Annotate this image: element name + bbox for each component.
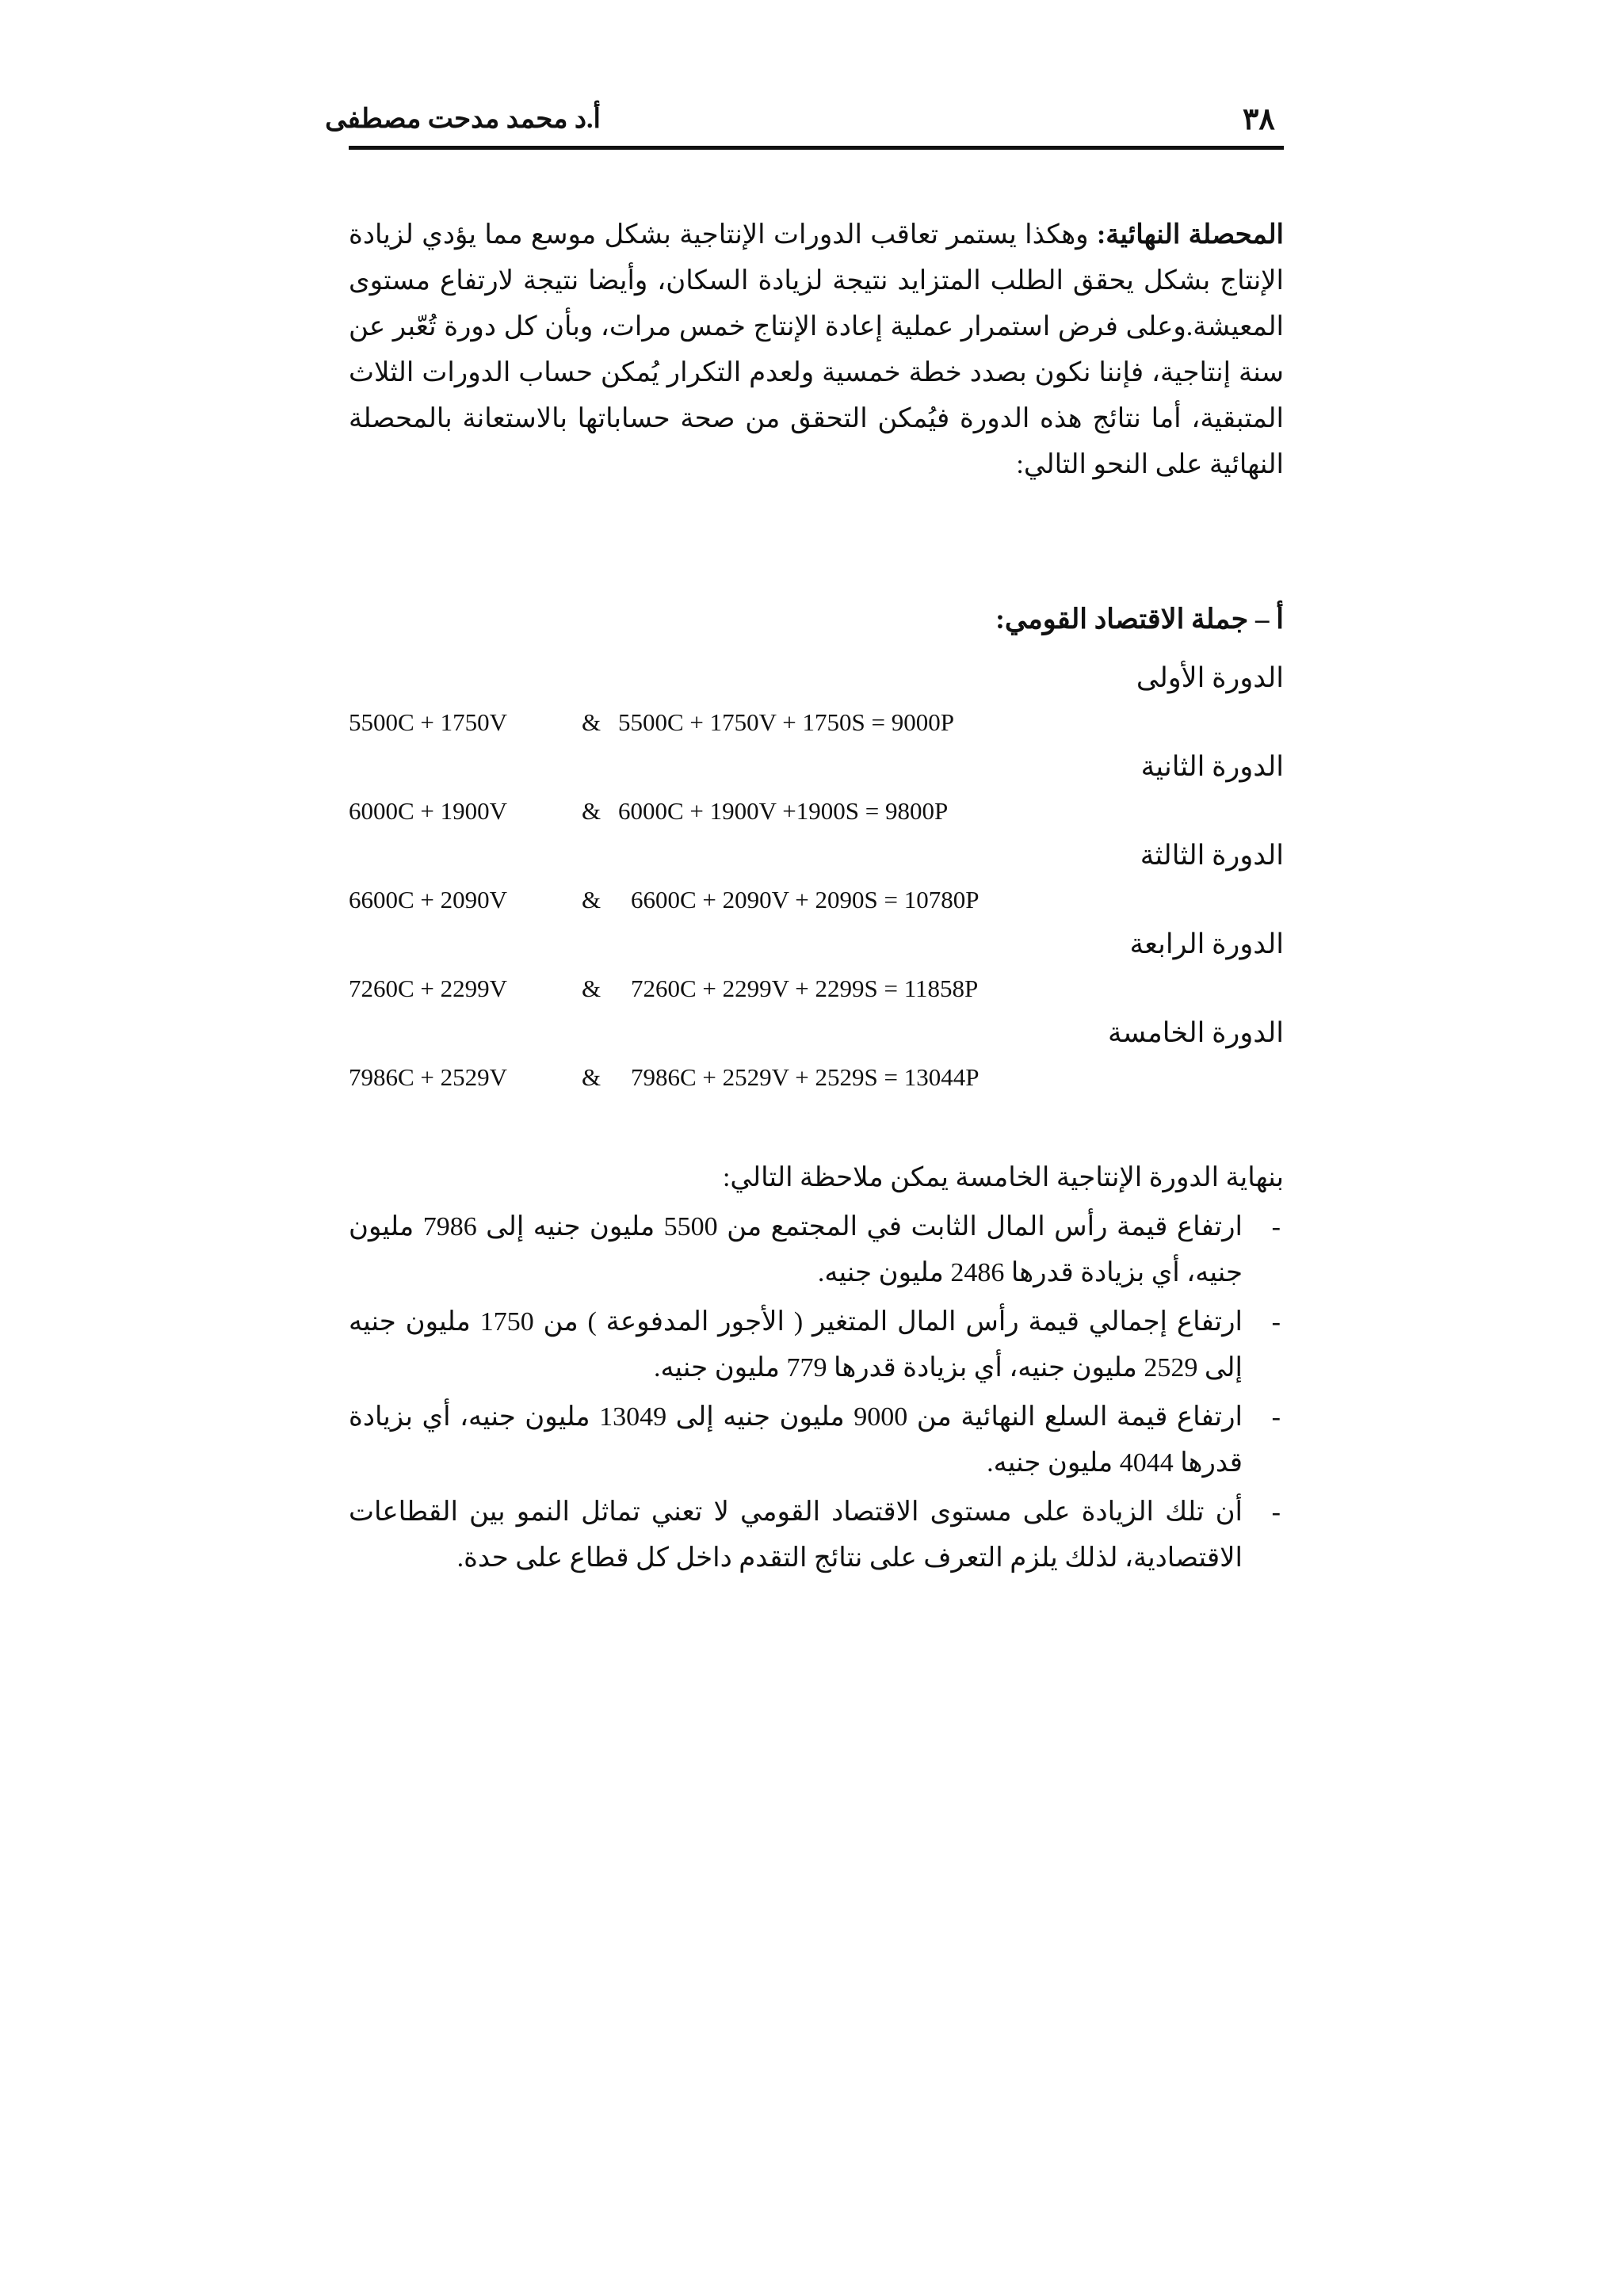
cycle-label: الدورة الأولى [1136,662,1284,693]
header-rule [349,146,1284,150]
dash-marker: - [1271,1402,1281,1432]
ampersand: & [582,1063,601,1091]
cycle-capital-expression: 7260C + 2299V [349,974,508,1002]
list-item-text: ارتفاع إجمالي قيمة رأس المال المتغير ( الأجور المدفوعة ) من 1750 مليون جنيه إلى 2529 مليون جنيه، أي بزيادة قدرها 779 مليون جنيه. [349,1307,1243,1383]
cycle-capital-expression: 6600C + 2090V [349,886,508,913]
intro-paragraph [349,212,1284,488]
cycle-output-equation: 6000C + 1900V +1900S = 9800P [618,797,949,825]
observations-list [349,1204,1284,1585]
list-item [349,1204,1284,1296]
list-item-text: ارتفاع قيمة السلع النهائية من 9000 مليون جنيه إلى 13049 مليون جنيه، أي بزيادة قدرها 4044 مليون جنيه. [349,1402,1243,1478]
cycle-label: الدورة الخامسة [1107,1017,1284,1048]
ampersand: & [582,708,601,736]
observations-heading: بنهاية الدورة الإنتاجية الخامسة يمكن ملاحظة التالي: [722,1163,1284,1192]
list-item-text: ارتفاع قيمة رأس المال الثابت في المجتمع من 5500 مليون جنيه إلى 7986 مليون جنيه، أي بزيادة قدرها 2486 مليون جنيه. [349,1212,1243,1287]
list-item [349,1489,1284,1581]
intro-lead: المحصلة النهائية: [1096,220,1285,250]
dash-marker: - [1271,1307,1281,1337]
cycle-capital-expression: 6000C + 1900V [349,797,508,825]
list-item [349,1299,1284,1391]
dash-marker: - [1271,1212,1281,1241]
cycle-output-equation: 7986C + 2529V + 2529S = 13044P [631,1063,980,1091]
section-title: أ – جملة الاقتصاد القومي: [995,604,1284,635]
cycle-label: الدورة الرابعة [1129,929,1284,959]
cycle-label: الدورة الثالثة [1140,840,1284,871]
ampersand: & [582,886,601,913]
list-item-text: أن تلك الزيادة على مستوى الاقتصاد القومي لا تعني تماثل النمو بين القطاعات الاقتصادية، لذلك يلزم التعرف على نتائج التقدم داخل كل قطاع على حدة. [349,1497,1243,1573]
cycle-capital-expression: 5500C + 1750V [349,708,508,736]
running-header-author: أ.د محمد مدحت مصطفى [325,105,601,134]
page-number: ٣٨ [1243,103,1275,136]
ampersand: & [582,797,601,825]
list-item [349,1394,1284,1486]
cycle-label: الدورة الثانية [1140,751,1284,782]
cycle-output-equation: 7260C + 2299V + 2299S = 11858P [631,974,979,1002]
intro-text: وهكذا يستمر تعاقب الدورات الإنتاجية بشكل موسع مما يؤدي لزيادة الإنتاج بشكل يحقق الطلب المتزايد نتيجة لزيادة السكان، وأيضا نتيجة لارتفاع مستوى المعيشة.وعلى فرض استمرار عملية إعادة الإنتاج خمس مرات، وبأن كل دورة تُعّبر عن سنة إنتاجية، فإننا نكون بصدد خطة خمسية ولعدم التكرار يُمكن حساب الدورات الثلاث المتبقية، أما نتائج هذه الدورة فيُمكن التحقق من صحة حساباتها بالاستعانة بالمحصلة النهائية على النحو التالي: [349,220,1285,479]
cycle-output-equation: 6600C + 2090V + 2090S = 10780P [631,886,980,913]
dash-marker: - [1271,1497,1281,1527]
ampersand: & [582,974,601,1002]
cycle-output-equation: 5500C + 1750V + 1750S = 9000P [618,708,954,736]
cycle-capital-expression: 7986C + 2529V [349,1063,508,1091]
